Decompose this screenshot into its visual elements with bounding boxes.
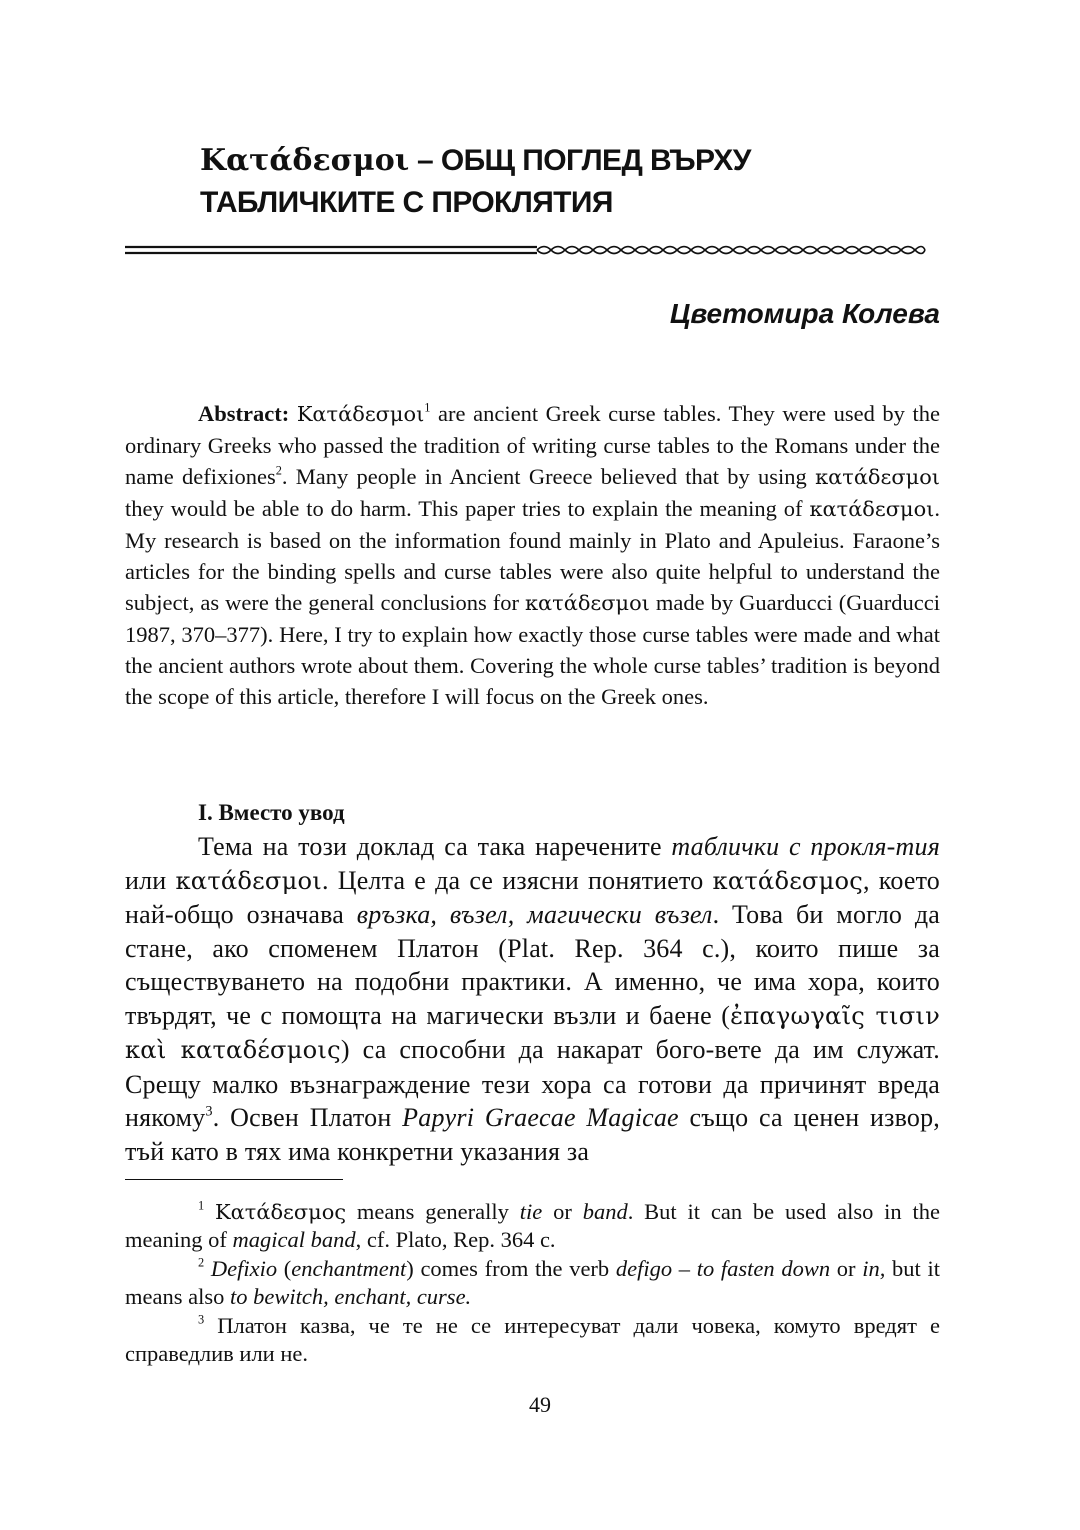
footnote-separator	[125, 1179, 343, 1180]
title-greek-term: Κατάδεσμοι	[200, 143, 410, 178]
title-line-2: ТАБЛИЧКИТЕ С ПРОКЛЯТИЯ	[200, 186, 613, 219]
article-title	[200, 140, 960, 224]
footnote-3: $^3$ Платон казва, че те не се интересуват дали човека, комуто вредят е справедлив или не.	[125, 1312, 940, 1366]
footnote-2: $^2$ Defixio (enchantment) comes from the verb defigo – to fasten down or in, but it means also to bewitch, enchant, curse.	[125, 1255, 940, 1309]
footnote-ref-2[interactable]: 2	[275, 463, 282, 478]
footnote-1: $^1$ Κατάδεσμος means generally tie or band. But it can be used also in the meaning of magical band, cf. Plato, Rep. 364 c.	[125, 1198, 940, 1252]
title-divider-ornament	[125, 238, 945, 262]
footnote-ref-1[interactable]: 1	[424, 400, 431, 415]
abstract-label: Abstract:	[198, 401, 290, 426]
title-line-1: Κατάδεσμοι – ОБЩ ПОГЛЕД ВЪРХУ	[200, 143, 751, 178]
page-number: 49	[529, 1392, 551, 1417]
author-name: Цветомира Колева	[669, 298, 940, 329]
footnote-ref-3[interactable]: 3	[205, 1103, 213, 1120]
footnotes	[125, 1198, 940, 1369]
abstract-paragraph: Abstract: Κατάδεσμοι$^1$ are ancient Greek curse tables. They were used by the ordinary Greeks who passed the tradition of writing curse tables to the Romans under the name defixiones$^2$. Many people in Ancient Greece believed that by using κατάδεσμοι they would be able to do harm. This paper tries to explain the meaning of κατάδεσμοι. My research is based on the information found mainly in Plato and Apuleius. Faraone’s articles for the binding spells and curse tables were also quite helpful to understand the subject, as were the general conclusions for κατάδεσμοι made by Guarducci (Guarducci 1987, 370–377). Here, I try to explain how exactly those curse tables were made and what the ancient authors wrote about them. Covering the whole curse tables’ tradition is beyond the scope of this article, therefore I will focus on the Greek ones.	[125, 400, 940, 709]
body-paragraph: Тема на този доклад са така наречените таблички с прокля-тия или κατάδεσμοι. Целта е да се изясни понятието κατάδεσμος, което най-общо означава връзка, възел, магически възел. Това би могло да стане, ако споменем Платон (Plat. Rep. 364 c.), които пише за съществуването на подобни практики. А именно, че има хора, които твърдят, че с помощта на магически възли и баене (ἐπαγωγαῖς τισιν καὶ καταδέσμοις) са способни да накарат бого-вете да им служат. Срещу малко възнаграждение тези хора са готови да причинят вреда някому$^3$. Освен Платон Papyri Graecae Magicae също са ценен извор, тъй като в тях има конкретни указания за	[125, 832, 941, 1166]
section-heading: I. Вместо увод	[198, 800, 345, 825]
